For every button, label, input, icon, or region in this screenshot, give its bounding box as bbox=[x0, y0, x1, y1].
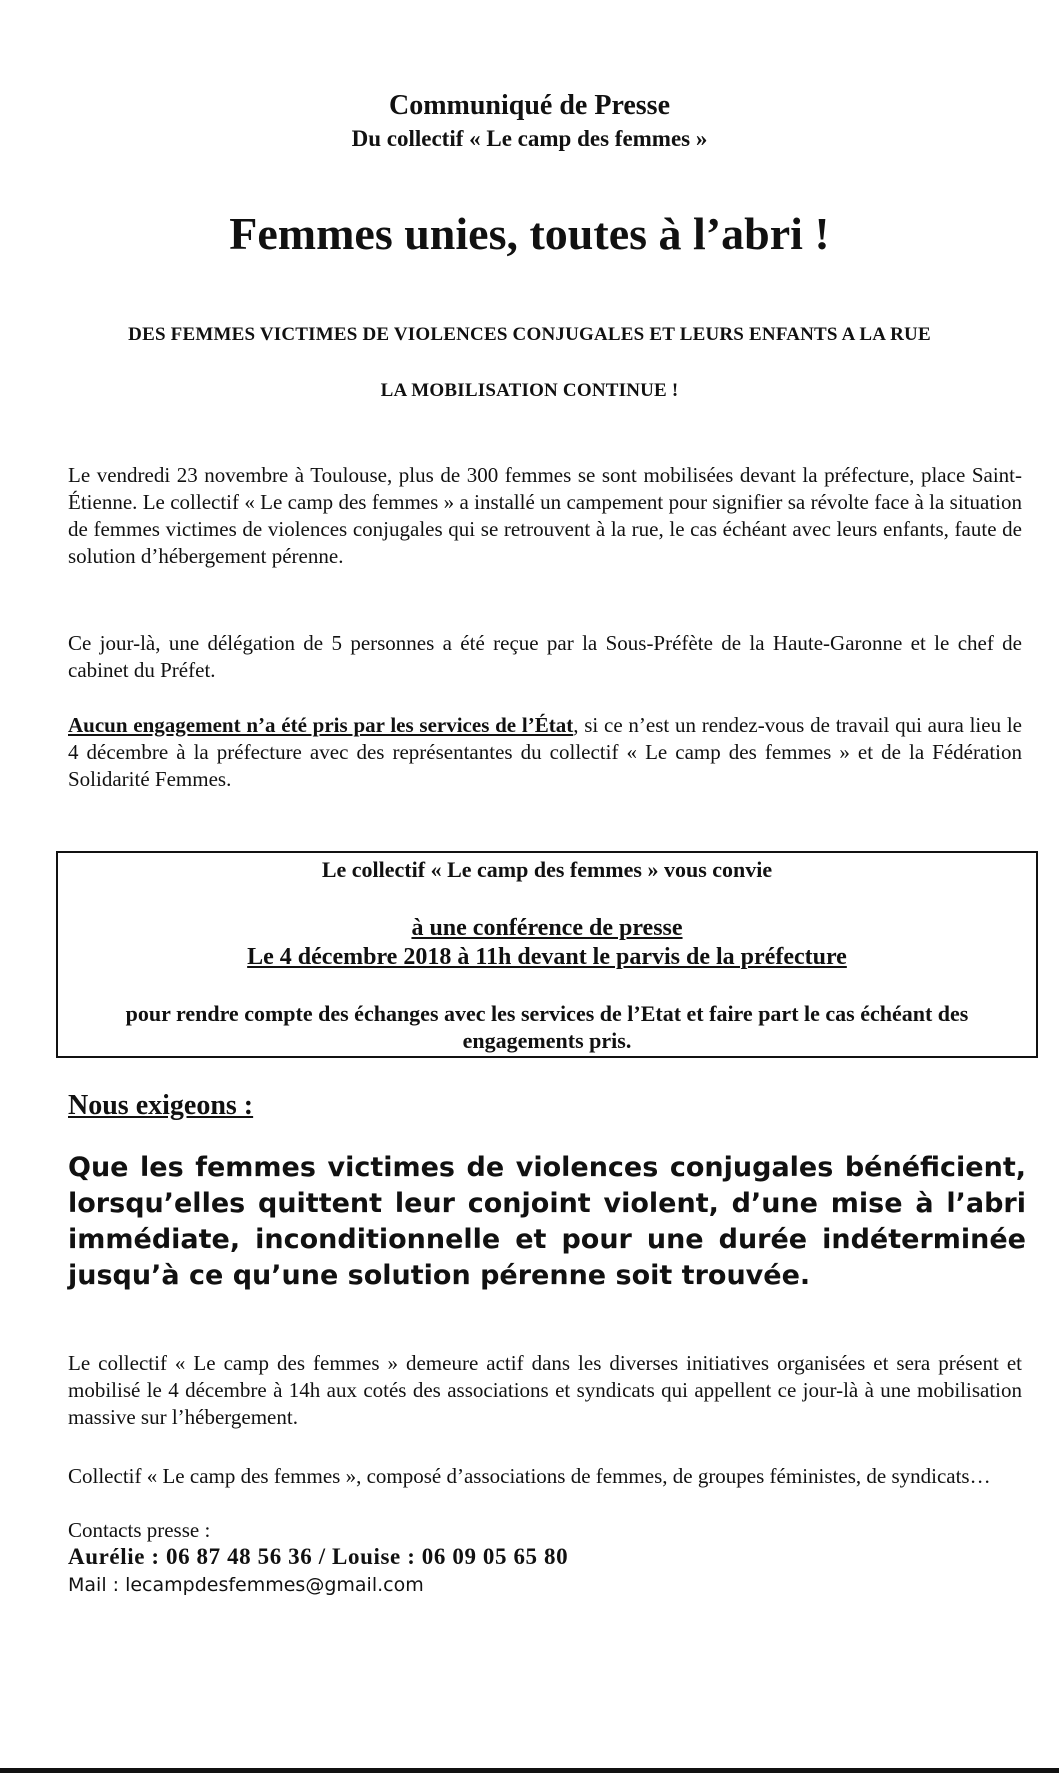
contacts-mail: Mail : lecampdesfemmes@gmail.com bbox=[68, 1574, 424, 1596]
invitation-line-1: Le collectif « Le camp des femmes » vous convie bbox=[321, 857, 773, 882]
invitation-line-3: Le 4 décembre 2018 à 11h devant le parvis de la préfecture bbox=[247, 944, 847, 970]
main-title: Femmes unies, toutes à l’abri ! bbox=[229, 208, 830, 259]
paragraph-mobilisation: Le vendredi 23 novembre à Toulouse, plus de 300 femmes se sont mobilisées devant la préfecture, place Saint-Étienne. Le collectif « Le camp des femmes » a installé un campement pour signifier sa révolte face à la situation de femmes victimes de violences conjugales qui se retrouvent à la rue, le cas échéant avec leurs enfants, faute de solution d’hébergement pérenne. bbox=[68, 463, 1022, 568]
header-title: Communiqué de Presse bbox=[388, 90, 671, 121]
paragraph-engagement bbox=[68, 712, 1022, 793]
paragraph-collectif: Collectif « Le camp des femmes », composé d’associations de femmes, de groupes féministes, de syndicats… bbox=[68, 1464, 991, 1488]
demands-text: Que les femmes victimes de violences conjugales bénéficient, lorsqu’elles quittent leur conjoint violent, d’une mise à l’abri immédiate, inconditionnelle et pour une durée indéterminée jusqu’à ce qu’une solution pérenne soit trouvée. bbox=[68, 1152, 1026, 1291]
contacts-label: Contacts presse : bbox=[68, 1518, 211, 1542]
header-subtitle: Du collectif « Le camp des femmes » bbox=[351, 126, 708, 151]
engagement-rest: , si ce n’est un rendez-vous de travail qui aura lieu le 4 décembre à la préfecture avec des représentantes du collectif « Le camp des femmes » et de la Fédération Solidarité Femmes. bbox=[68, 713, 1022, 791]
paragraph-delegation: Ce jour-là, une délégation de 5 personnes a été reçue par la Sous-Préfète de la Haute-Garonne et le chef de cabinet du Préfet. bbox=[68, 631, 1022, 682]
subheading-1: DES FEMMES VICTIMES DE VIOLENCES CONJUGALES ET LEURS ENFANTS A LA RUE bbox=[128, 324, 931, 345]
invitation-box bbox=[56, 851, 1038, 1058]
engagement-emphasis: Aucun engagement n’a été pris par les services de l’État bbox=[68, 713, 574, 737]
subheading-2: LA MOBILISATION CONTINUE ! bbox=[380, 380, 679, 401]
bottom-rule bbox=[0, 1768, 1059, 1773]
paragraph-actif: Le collectif « Le camp des femmes » demeure actif dans les diverses initiatives organisées et sera présent et mobilisé le 4 décembre à 14h aux cotés des associations et syndicats qui appellent ce jour-là à une mobilisation massive sur l’hébergement. bbox=[68, 1351, 1022, 1429]
contacts-phones: Aurélie : 06 87 48 56 36 / Louise : 06 09 05 65 80 bbox=[68, 1544, 569, 1569]
invitation-line-2: à une conférence de presse bbox=[411, 915, 683, 941]
demands-title: Nous exigeons : bbox=[68, 1090, 254, 1121]
invitation-line-4: pour rendre compte des échanges avec les services de l’Etat et faire part le cas échéant des engagements pris. bbox=[125, 1001, 969, 1053]
